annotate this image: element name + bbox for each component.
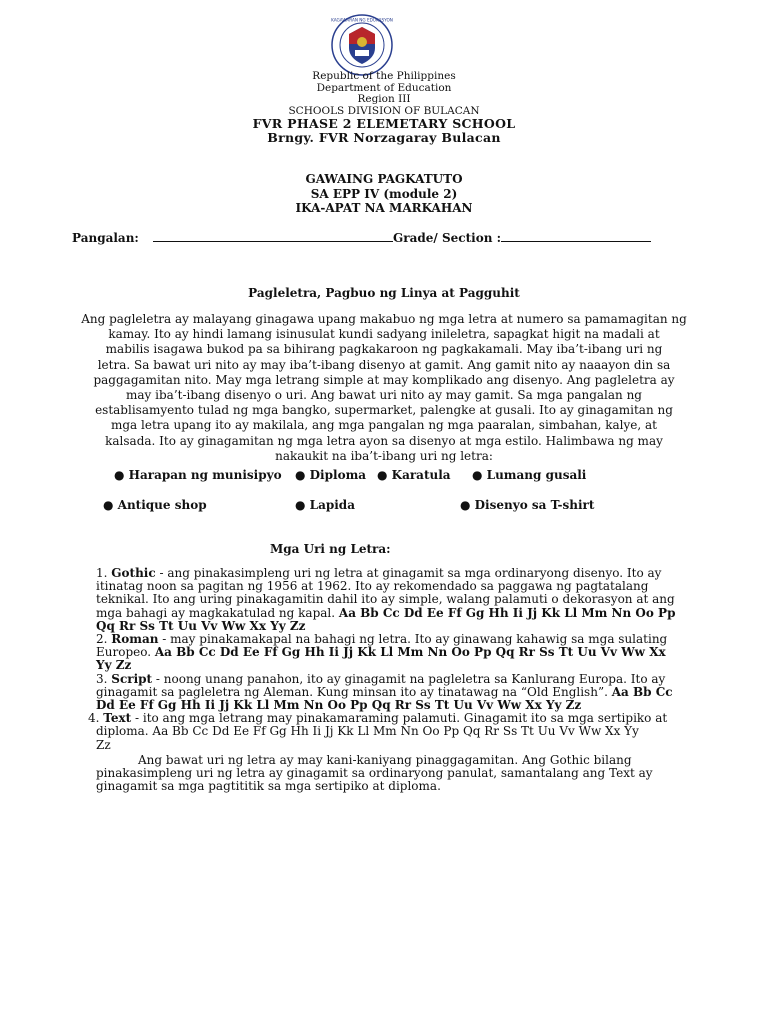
name-blank-line[interactable] xyxy=(153,230,393,242)
grade-section-label: Grade/ Section : xyxy=(393,231,502,245)
student-info-row xyxy=(72,230,712,245)
closing-line: pinakasimpleng uri ng letra ay ginagamit sa ordinaryong panulat, samantalang ang Text ay xyxy=(96,766,653,781)
example-item: ● Lapida xyxy=(295,498,355,512)
school-address: Brngy. FVR Norzagaray Bulacan xyxy=(267,130,501,145)
item-number: 2. xyxy=(96,632,108,647)
closing-line: Ang bawat uri ng letra ay may kani-kaniyang pinaggagamitan. Ang Gothic bilang xyxy=(138,752,632,767)
example-item: ● Lumang gusali xyxy=(472,468,587,482)
institution-header xyxy=(0,71,768,117)
intro-line: mga letra upang ito ay makilala, ang mga pangalan ng mga paaralan, simbahan, kalye, at xyxy=(110,418,658,433)
roman-line xyxy=(96,646,692,659)
intro-line: may iba’t-ibang disenyo o uri. Ang bawat uri nito ay may gamit. Sa mga pangalan ng xyxy=(126,388,642,403)
activity-line: GAWAING PAGKATUTO xyxy=(305,172,463,186)
script-alphabet: Aa Bb Cc xyxy=(611,684,673,699)
intro-line: letra. Sa bawat uri nito ay may iba’t-ibang disenyo at gamit. Ang gamit nito ay naaayon din sa xyxy=(97,357,671,372)
script-text: ginagamit sa pagleletra ng Aleman. Kung minsan ito ay tinatawag na “Old English”. xyxy=(96,684,612,699)
school-name: FVR PHASE 2 ELEMETARY SCHOOL xyxy=(252,116,516,131)
text-type-line: Zz xyxy=(96,737,111,752)
roman-text: Europeo. xyxy=(96,645,155,660)
header-line: SCHOOLS DIVISION OF BULACAN xyxy=(288,104,480,117)
intro-line: kamay. Ito ay hindi lamang isinusulat kundi sadyang inileletra, sapagkat higit na madali at xyxy=(108,327,660,342)
text-type-text: - ito ang mga letrang may pinakamaraming palamuti. Ginagamit ito sa mga sertipiko at xyxy=(131,711,668,726)
activity-title xyxy=(0,172,768,216)
example-item: ● Diploma xyxy=(295,468,367,482)
letter-types-section xyxy=(88,566,692,794)
lesson-title: Pagleletra, Pagbuo ng Linya at Pagguhit xyxy=(248,286,520,300)
script-alphabet: Dd Ee Ff Gg Hh Ii Jj Kk Ll Mm Nn Oo Pp Qq Rr Ss Tt Uu Vv Ww Xx Yy Zz xyxy=(96,698,582,713)
school-block xyxy=(0,117,768,145)
activity-line: SA EPP IV (module 2) xyxy=(310,186,458,201)
activity-line: IKA-APAT NA MARKAHAN xyxy=(295,201,473,215)
example-item: ● Karatula xyxy=(377,468,451,482)
gothic-alphabet: Aa Bb Cc Dd Ee Ff Gg Hh Ii Jj Kk Ll Mm Nn Oo Pp xyxy=(338,605,676,620)
intro-line: kalsada. Ito ay ginagamitan ng mga letra ayon sa disenyo at mga estilo. Halimbawa ng may xyxy=(105,433,663,448)
item-number: 1. xyxy=(96,566,108,580)
gothic-line: teknikal. Ito ang uring pinakagamitin dahil ito ay simple, walang palamuti o dekorasyon at ang xyxy=(96,592,675,607)
intro-line: nakaukit na iba’t-ibang uri ng letra: xyxy=(275,448,493,463)
example-item: ● Antique shop xyxy=(103,498,207,512)
item-number: 4. xyxy=(88,711,100,726)
roman-text: - may pinakamakapal na bahagi ng letra. Ito ay ginawang kahawig sa mga sulating xyxy=(158,632,668,647)
text-term: Text xyxy=(103,711,132,726)
intro-line: mabilis isagawa bukod pa sa bihirang pagkakaroon ng pagkakamali. May iba’t-ibang uri ng xyxy=(105,342,663,357)
intro-paragraph xyxy=(78,312,690,464)
deped-seal-logo xyxy=(331,14,393,76)
svg-text:KAGAWARAN NG EDUKASYON: KAGAWARAN NG EDUKASYON xyxy=(331,17,393,23)
text-type-line: diploma. Aa Bb Cc Dd Ee Ff Gg Hh Ii Jj Kk Ll Mm Nn Oo Pp Qq Rr Ss Tt Uu Vv Ww Xx Yy xyxy=(96,724,639,739)
grade-section-blank-line[interactable] xyxy=(501,230,651,242)
gothic-line: itinatag noon sa pagitan ng 1956 at 1962. Ito ay rekomendado sa paggawa ng pagtatalang xyxy=(96,579,649,594)
closing-line: ginagamit sa mga pagtititik sa mga sertipiko at diploma. xyxy=(96,779,441,794)
header-line: Republic of the Philippines xyxy=(312,70,456,82)
item-number: 3. xyxy=(96,671,108,686)
script-text: - noong unang panahon, ito ay ginagamit na pagleletra sa Kanlurang Europa. Ito ay xyxy=(152,671,666,686)
gothic-term: Gothic xyxy=(111,566,156,580)
script-term: Script xyxy=(111,671,153,686)
example-item: ● Disenyo sa T-shirt xyxy=(460,498,595,512)
roman-alphabet: Yy Zz xyxy=(96,658,132,673)
header-line: Region III xyxy=(357,93,411,105)
intro-line: paggagamitan nito. May mga letrang simple at may komplikado ang disenyo. Ang pagleletra ay xyxy=(93,372,675,387)
name-label: Pangalan: xyxy=(72,231,139,245)
example-item: ● Harapan ng munisipyo xyxy=(114,468,282,482)
gothic-text: - ang pinakasimpleng uri ng letra at ginagamit sa mga ordinaryong disenyo. Ito ay xyxy=(155,566,662,580)
roman-term: Roman xyxy=(111,632,159,647)
intro-line: Ang pagleletra ay malayang ginagawa upang makabuo ng mga letra at numero sa pamamagitan ng xyxy=(81,312,687,326)
gothic-text: mga bahagi ay magkakatulad ng kapal. xyxy=(96,605,339,620)
types-title: Mga Uri ng Letra: xyxy=(270,542,391,556)
roman-alphabet: Aa Bb Cc Dd Ee Ff Gg Hh Ii Jj Kk Ll Mm Nn Oo Pp Qq Rr Ss Tt Uu Vv Ww Xx xyxy=(154,645,666,660)
header-line: Department of Education xyxy=(316,81,452,94)
intro-line: establisamyento tulad ng mga bangko, supermarket, palengke at gusali. Ito ay ginagamitan ng xyxy=(95,403,673,418)
gothic-alphabet: Qq Rr Ss Tt Uu Vv Ww Xx Yy Zz xyxy=(96,618,306,633)
